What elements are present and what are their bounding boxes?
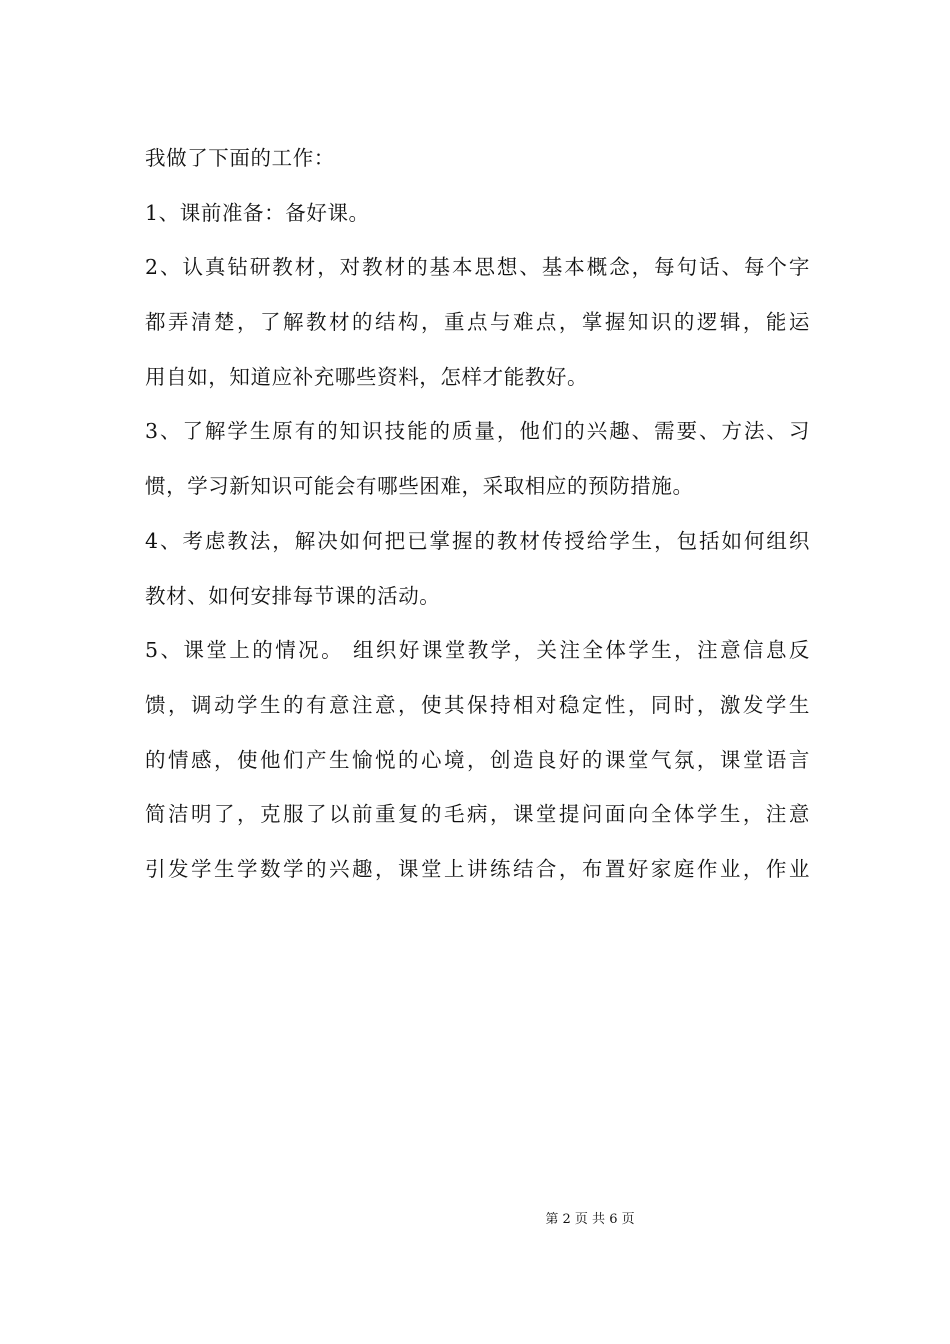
text-line-item-2: 2、认真钻研教材，对教材的基本思想、基本概念，每句话、每个字 — [145, 255, 810, 280]
document-body — [145, 131, 810, 897]
text-line: 教材、如何安排每节课的活动。 — [145, 583, 441, 608]
text-line-intro: 我做了下面的工作： — [145, 146, 335, 170]
text-line: 惯，学习新知识可能会有哪些困难，采取相应的预防措施。 — [145, 474, 694, 499]
text-line: 的情感，使他们产生愉悦的心境，创造良好的课堂气氛，课堂语言 — [145, 747, 810, 772]
text-line: 引发学生学数学的兴趣，课堂上讲练结合，布置好家庭作业，作业 — [145, 856, 810, 881]
text-line: 简洁明了，克服了以前重复的毛病，课堂提问面向全体学生，注意 — [145, 802, 810, 827]
text-line: 用自如，知道应补充哪些资料，怎样才能教好。 — [145, 364, 589, 389]
page-number-footer: 第 2 页 共 6 页 — [545, 1212, 635, 1227]
text-line-item-4: 4、考虑教法，解决如何把已掌握的教材传授给学生，包括如何组织 — [145, 528, 810, 553]
text-line-item-1: 1、课前准备：备好课。 — [145, 200, 370, 225]
text-line-item-5: 5、课堂上的情况。 组织好课堂教学，关注全体学生，注意信息反 — [145, 638, 810, 663]
text-line: 都弄清楚，了解教材的结构，重点与难点，掌握知识的逻辑，能运 — [145, 310, 810, 335]
text-line-item-3: 3、了解学生原有的知识技能的质量，他们的兴趣、需要、方法、习 — [145, 419, 810, 444]
text-line: 馈，调动学生的有意注意，使其保持相对稳定性，同时，激发学生 — [145, 692, 810, 717]
